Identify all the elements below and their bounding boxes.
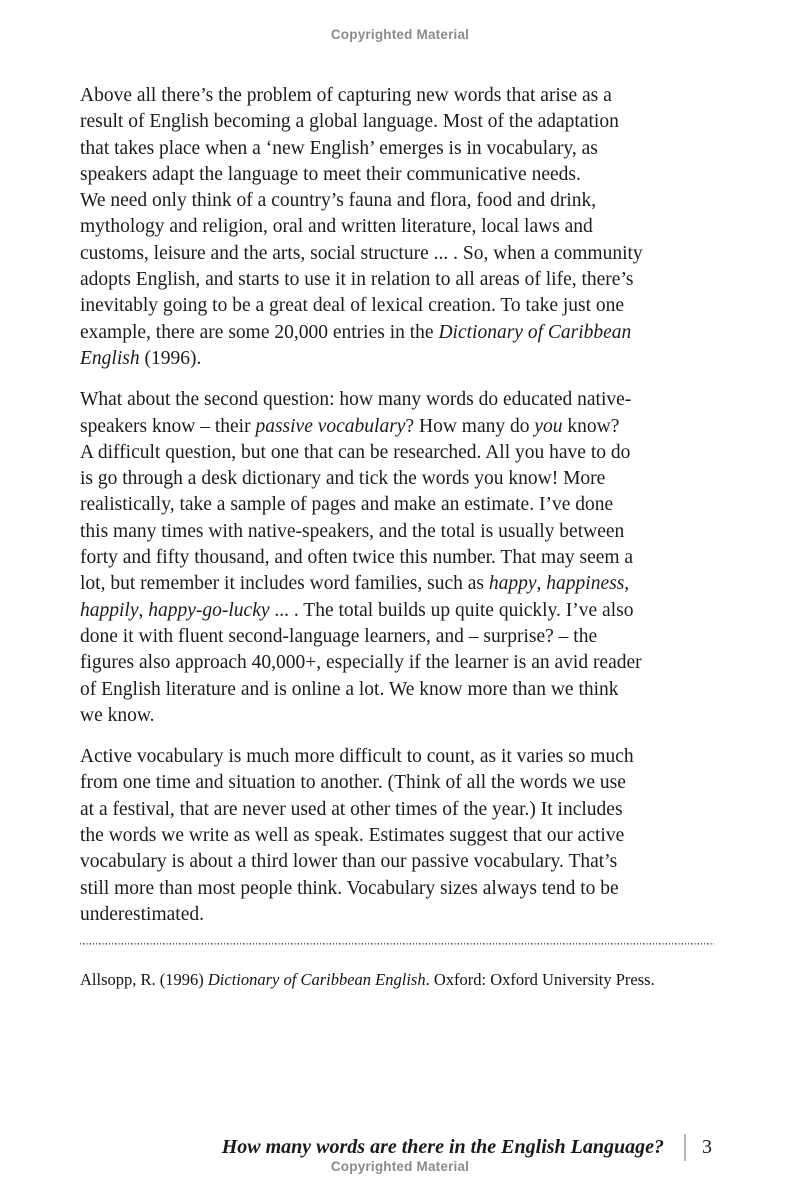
text-line	[80, 849, 714, 875]
text-line	[80, 571, 714, 597]
text-line	[80, 162, 714, 188]
text-line	[80, 823, 714, 849]
plain-text: from one time and situation to another. (Think of all the words we use	[80, 772, 626, 794]
italic-text: happiness	[546, 573, 625, 595]
plain-text: ,	[138, 599, 149, 621]
paragraph	[80, 744, 714, 928]
text-line	[80, 214, 714, 240]
plain-text: . Oxford: Oxford University Press.	[425, 970, 655, 990]
plain-text: still more than most people think. Vocabulary sizes always tend to be	[80, 877, 619, 899]
italic-text: you	[534, 415, 563, 437]
plain-text: vocabulary is about a third lower than our passive vocabulary. That’s	[80, 851, 618, 873]
plain-text: the words we write as well as speak. Estimates suggest that our active	[80, 825, 625, 847]
text-line	[80, 440, 714, 466]
text-line	[80, 797, 714, 823]
text-line	[80, 650, 714, 676]
plain-text: figures also approach 40,000+, especially if the learner is an avid reader	[80, 652, 642, 674]
italic-text: Dictionary of Caribbean	[438, 321, 632, 343]
plain-text: Active vocabulary is much more difficult to count, as it varies so much	[80, 746, 634, 768]
italic-text: passive vocabulary	[255, 415, 406, 437]
text-line	[80, 387, 714, 413]
text-line	[80, 876, 714, 902]
dotted-divider	[80, 943, 714, 945]
text-line	[80, 109, 714, 135]
plain-text: result of English becoming a global language. Most of the adaptation	[80, 111, 619, 133]
plain-text: ... . The total builds up quite quickly. I’ve also	[269, 599, 634, 621]
plain-text: ,	[536, 573, 547, 595]
text-line	[80, 598, 714, 624]
text-line	[80, 83, 714, 109]
italic-text: happily	[80, 599, 139, 621]
italic-text: Dictionary of Caribbean English	[207, 970, 426, 990]
page-number: 3	[702, 1135, 712, 1158]
plain-text: mythology and religion, oral and written literature, local laws and	[80, 216, 593, 238]
page-content	[80, 83, 714, 991]
plain-text: (1996).	[139, 347, 202, 369]
plain-text: lot, but remember it includes word families, such as	[80, 573, 489, 595]
reference	[80, 969, 714, 991]
footer-rule	[684, 1134, 686, 1161]
plain-text: forty and fifty thousand, and often twice this number. That may seem a	[80, 547, 634, 569]
text-line	[80, 703, 714, 729]
italic-text: happy	[488, 573, 537, 595]
plain-text: customs, leisure and the arts, social structure ... . So, when a community	[80, 242, 643, 264]
plain-text: What about the second question: how many words do educated native-	[80, 389, 632, 411]
text-line	[80, 346, 714, 372]
plain-text: Above all there’s the problem of capturing new words that arise as a	[80, 85, 612, 106]
plain-text: of English literature and is online a lot. We know more than we think	[80, 678, 619, 700]
text-line	[80, 241, 714, 267]
paragraph	[80, 387, 714, 729]
plain-text: at a festival, that are never used at other times of the year.) It includes	[80, 798, 623, 820]
running-footer-title: How many words are there in the English Language?	[221, 1135, 664, 1158]
text-line	[80, 466, 714, 492]
text-line	[80, 677, 714, 703]
text-line	[80, 320, 714, 346]
text-line	[80, 744, 714, 770]
plain-text: Allsopp, R. (1996)	[80, 970, 208, 990]
plain-text: We need only think of a country’s fauna and flora, food and drink,	[80, 190, 597, 212]
text-line	[80, 293, 714, 319]
plain-text: know?	[562, 415, 620, 437]
italic-text: English	[80, 347, 140, 369]
text-line	[80, 492, 714, 518]
text-line	[80, 519, 714, 545]
plain-text: underestimated.	[80, 903, 204, 925]
plain-text: speakers adapt the language to meet their communicative needs.	[80, 163, 581, 185]
plain-text: that takes place when a ‘new English’ emerges is in vocabulary, as	[80, 137, 598, 159]
text-line	[80, 267, 714, 293]
plain-text: done it with fluent second-language learners, and – surprise? – the	[80, 625, 598, 647]
plain-text: speakers know – their	[80, 415, 256, 437]
plain-text: ? How many do	[405, 415, 535, 437]
plain-text: example, there are some 20,000 entries in the	[80, 321, 439, 343]
text-line	[80, 770, 714, 796]
plain-text: realistically, take a sample of pages and make an estimate. I’ve done	[80, 494, 614, 516]
text-line	[80, 414, 714, 440]
body-text	[80, 83, 714, 928]
text-line	[80, 136, 714, 162]
plain-text: we know.	[80, 704, 155, 726]
text-line	[80, 624, 714, 650]
running-footer	[222, 1133, 712, 1161]
paragraph	[80, 83, 714, 372]
plain-text: this many times with native-speakers, and the total is usually between	[80, 520, 625, 542]
plain-text: A difficult question, but one that can be researched. All you have to do	[80, 441, 631, 463]
copyright-top-label: Copyrighted Material	[330, 27, 470, 42]
italic-text: happy-go-lucky	[148, 599, 270, 621]
text-line	[80, 545, 714, 571]
text-line	[80, 902, 714, 928]
copyright-bottom-label: Copyrighted Material	[330, 1159, 470, 1174]
plain-text: adopts English, and starts to use it in relation to all areas of life, there’s	[80, 269, 634, 291]
plain-text: is go through a desk dictionary and tick the words you know! More	[80, 468, 606, 490]
plain-text: ,	[624, 573, 630, 595]
text-line	[80, 188, 714, 214]
plain-text: inevitably going to be a great deal of lexical creation. To take just one	[80, 295, 625, 317]
